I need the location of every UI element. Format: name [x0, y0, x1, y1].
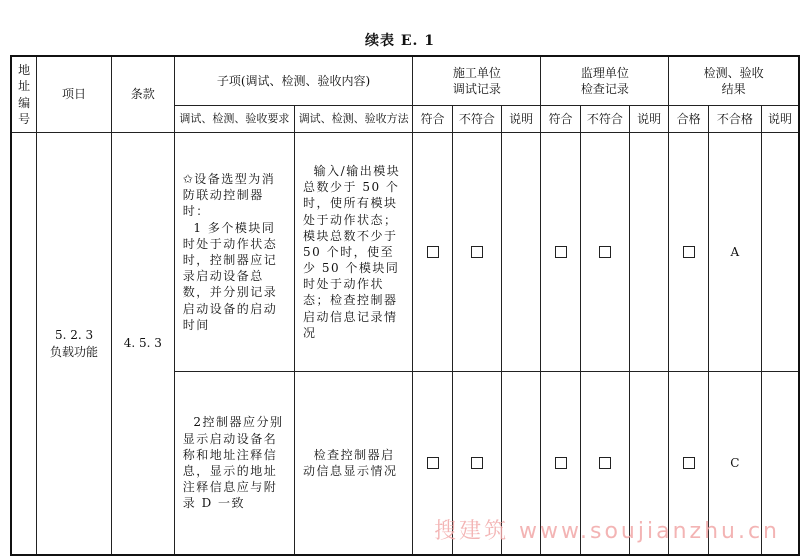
checkbox[interactable] — [427, 457, 439, 469]
inspection-result-cell: C — [708, 372, 761, 556]
method-cell: 输入/输出模块总数少于 50 个时，使所有模块处于动作状态；模块总数不少于 50 个时，使至少 50 个模块同时处于动作状态；检查控制器启动信息记录情况 — [295, 133, 413, 372]
supervision-note-cell — [629, 133, 668, 372]
supervision-record-header: 监理单位 检查记录 — [541, 56, 669, 106]
supervision-comply-header: 符合 — [541, 106, 580, 133]
table-title: 续表 E. 1 — [364, 33, 436, 49]
supervision-comply-cell[interactable] — [541, 133, 580, 372]
supervision-not-comply-header: 不符合 — [580, 106, 629, 133]
checkbox[interactable] — [555, 246, 567, 258]
address-no-cell — [11, 133, 37, 556]
construction-not-comply-cell[interactable] — [452, 133, 501, 372]
inspection-note-cell — [761, 133, 799, 372]
supervision-note-header: 说明 — [629, 106, 668, 133]
clause-cell: 4. 5. 3 — [111, 133, 174, 556]
inspection-pass-header: 合格 — [669, 106, 708, 133]
requirement-col-header: 调试、检测、验收要求 — [174, 106, 294, 133]
supervision-not-comply-cell[interactable] — [580, 133, 629, 372]
table-row — [11, 133, 799, 372]
checkbox[interactable] — [427, 246, 439, 258]
construction-comply-header: 符合 — [413, 106, 452, 133]
inspection-result-cell: A — [708, 133, 761, 372]
method-cell: 检查控制器启动信息显示情况 — [295, 372, 413, 556]
method-col-header: 调试、检测、验收方法 — [295, 106, 413, 133]
checkbox[interactable] — [599, 457, 611, 469]
item-cell: 5. 2. 3 负载功能 — [37, 133, 112, 556]
inspection-result-header: 检测、验收 结果 — [669, 56, 799, 106]
checkbox[interactable] — [599, 246, 611, 258]
clause-header: 条款 — [111, 56, 174, 133]
checkbox[interactable] — [471, 246, 483, 258]
checkbox[interactable] — [683, 457, 695, 469]
checkbox[interactable] — [683, 246, 695, 258]
construction-comply-cell[interactable] — [413, 133, 452, 372]
checkbox[interactable] — [555, 457, 567, 469]
requirement-cell: 2控制器应分别显示启动设备名称和地址注释信息，显示的地址注释信息应与附录 D 一致 — [174, 372, 294, 556]
construction-note-cell — [501, 133, 540, 372]
construction-record-header: 施工单位 调试记录 — [413, 56, 541, 106]
item-header: 项日 — [37, 56, 112, 133]
construction-note-header: 说明 — [501, 106, 540, 133]
inspection-pass-cell[interactable] — [669, 133, 708, 372]
watermark: 搜建筑 www.soujianzhu.cn — [434, 519, 780, 544]
inspection-fail-header: 不合格 — [708, 106, 761, 133]
acceptance-table — [10, 55, 800, 556]
address-no-header: 地 址 编 号 — [11, 56, 37, 133]
construction-not-comply-header: 不符合 — [452, 106, 501, 133]
checkbox[interactable] — [471, 457, 483, 469]
inspection-note-header: 说明 — [761, 106, 799, 133]
requirement-cell: ✩设备选型为消防联动控制器时： 1 多个模块同时处于动作状态时，控制器应记录启动设备总数，并分别记录启动设备的启动时间 — [174, 133, 294, 372]
subitem-header: 子项(调试、检测、验收内容) — [174, 56, 413, 106]
